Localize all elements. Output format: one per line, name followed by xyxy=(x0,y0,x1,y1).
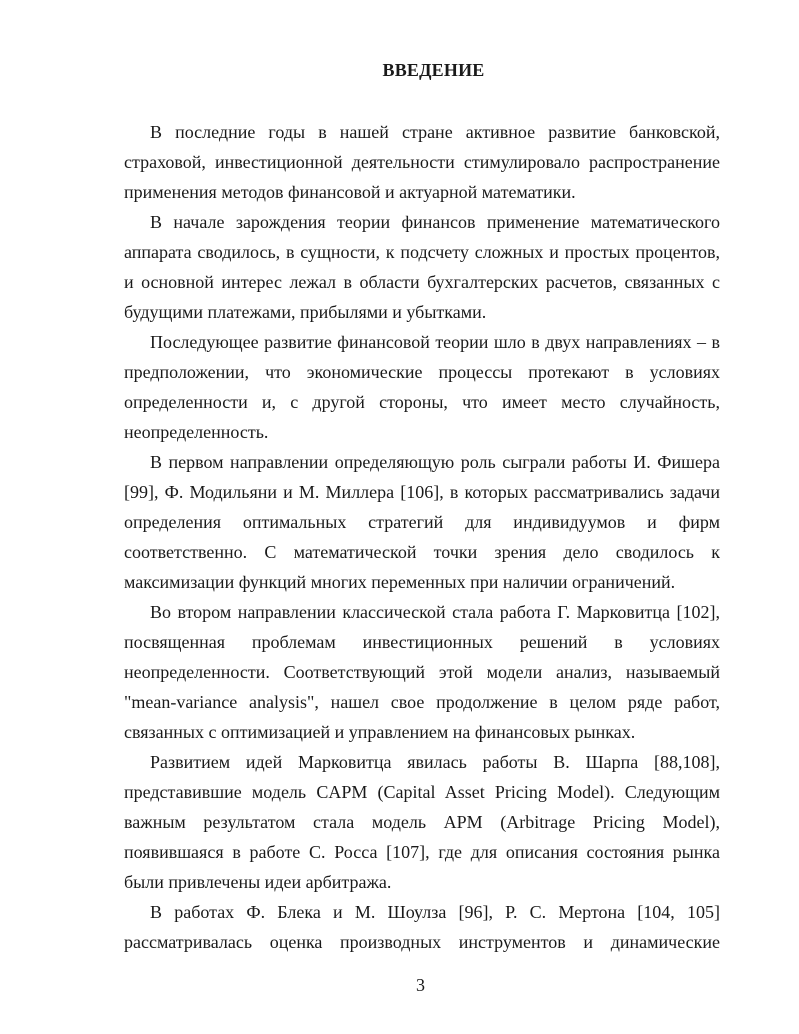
paragraph-7: В работах Ф. Блека и М. Шоулза [96], Р. С. Мертона [104, 105] рассматривалась оценка производных инструментов и динамические xyxy=(124,902,720,952)
paragraph-5: Во втором направлении классической стала работа Г. Марковитца [102], посвященная проблемам инвестиционных решений в условиях неопределенности. Соответствующий этой модели анализ, называемый "mean-variance analysis", нашел свое продолжение в целом ряде работ, связанных с оптимизацией и управлением на финансовых рынках. xyxy=(124,602,720,742)
paragraph-1: В последние годы в нашей стране активное развитие банковской, страховой, инвестиционной деятельности стимулировало распространение применения методов финансовой и актуарной математики. xyxy=(124,122,720,202)
paragraph-6: Развитием идей Марковитца явилась работы В. Шарпа [88,108], представившие модель CAPM (Capital Asset Pricing Model). Следующим важным результатом стала модель APM (Arbitrage Pricing Model), появившаяся в работе С. Росса [107], где для описания состояния рынка были привлечены идеи арбитража. xyxy=(124,752,720,892)
paragraph-3: Последующее развитие финансовой теории шло в двух направлениях – в предположении, что экономические процессы протекают в условиях определенности и, с другой стороны, что имеет место случайность, неопределенность. xyxy=(124,332,720,442)
paragraph-4: В первом направлении определяющую роль сыграли работы И. Фишера [99], Ф. Модильяни и М. Миллера [106], в которых рассматривались задачи определения оптимальных стратегий для индивидуумов и фирм соответственно. С математической точки зрения дело сводилось к максимизации функций многих переменных при наличии ограничений. xyxy=(124,452,720,592)
page-title: ВВЕДЕНИЕ xyxy=(382,60,485,80)
paragraph-2: В начале зарождения теории финансов применение математического аппарата сводилось, в сущности, к подсчету сложных и простых процентов, и основной интерес лежал в области бухгалтерских расчетов, связанных с будущими платежами, прибылями и убытками. xyxy=(124,212,720,322)
body-text xyxy=(124,117,720,957)
page-number: 3 xyxy=(416,975,425,995)
